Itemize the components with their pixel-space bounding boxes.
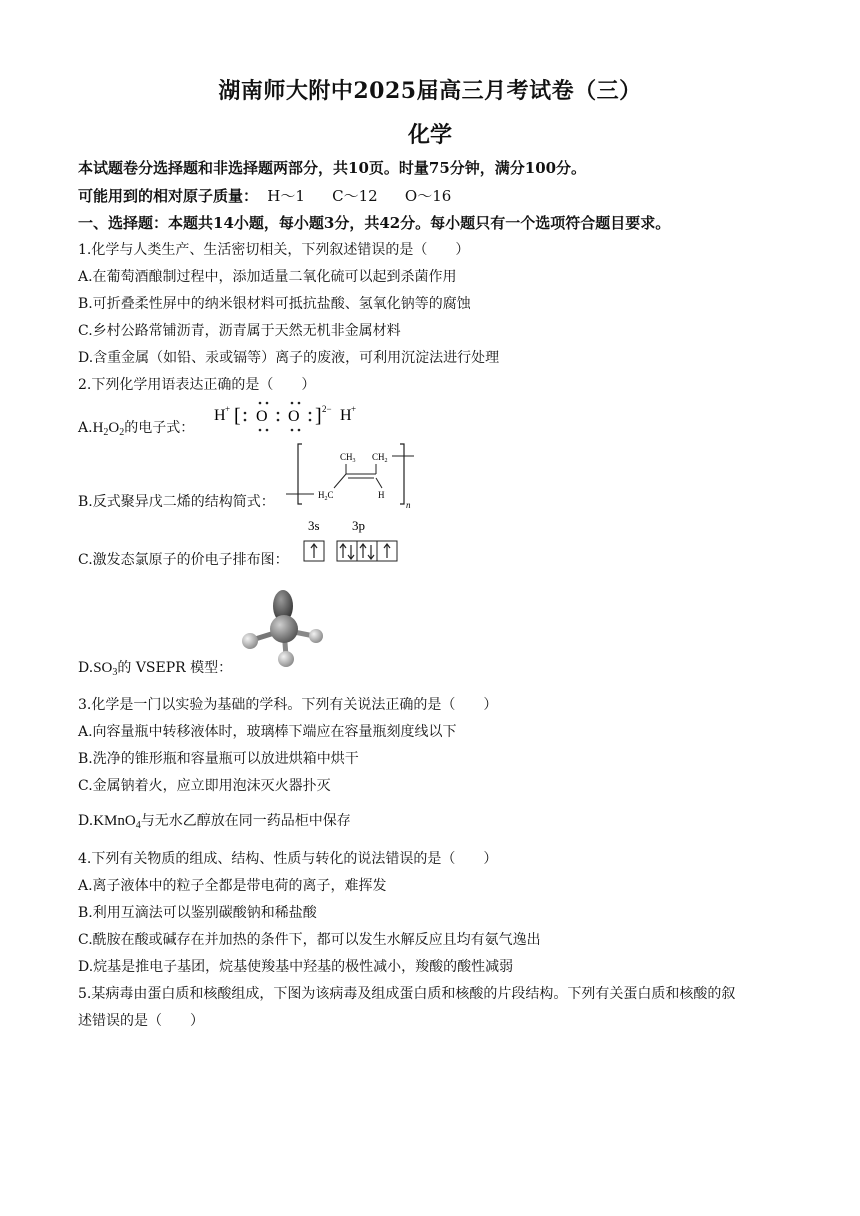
q2-option-a (78, 418, 194, 443)
q2-d-text: 的 VSEPR 模型： (117, 660, 233, 676)
q1-option-c: C.乡村公路常铺沥青，沥青属于天然无机非金属材料 (78, 323, 401, 339)
q2-d-label: D. (78, 660, 94, 676)
kmno4-formula: KMnO$_4$ (93, 813, 141, 831)
q3-stem: 3.化学是一门以实验为基础的学科。下列有关说法正确的是（ ） (78, 697, 498, 713)
so3-vsepr-model (238, 588, 330, 670)
q4-option-a: A.离子液体中的粒子全都是带电荷的离子，难挥发 (78, 878, 387, 894)
q4-option-c: C.酰胺在酸或碱存在并加热的条件下，都可以发生水解反应且均有氨气逸出 (78, 932, 541, 948)
svg-text:+: + (351, 404, 357, 414)
svg-text:]: ] (315, 405, 322, 427)
elec-h1: H (214, 407, 226, 424)
label-3s: 3s (308, 518, 320, 533)
label-3p: 3p (352, 518, 365, 533)
polyisoprene-structure (282, 442, 422, 508)
atomic-mass-o: O～16 (404, 187, 452, 205)
q5-stem-line1: 5.某病毒由蛋白质和核酸组成，下图为该病毒及组成蛋白质和核酸的片段结构。下列有关蛋白质和核酸的叙 (78, 986, 736, 1002)
q3-d-label: D. (78, 813, 94, 829)
q4-option-d: D.烷基是推电子基团，烷基使羧基中羟基的极性减小，羧酸的酸性减弱 (78, 959, 514, 975)
q3-d-text: 与无水乙醇放在同一药品柜中保存 (140, 813, 351, 829)
q1-option-a: A.在葡萄酒酿制过程中，添加适量二氧化硫可以起到杀菌作用 (78, 269, 457, 285)
svg-text:[: [ (234, 405, 241, 427)
q2-option-b: B.反式聚异戊二烯的结构简式： (78, 494, 275, 510)
elec-h2: H (340, 407, 352, 424)
q1-option-d: D.含重金属（如铅、汞或镉等）离子的废液，可利用沉淀法进行处理 (78, 350, 500, 366)
svg-text:+: + (225, 404, 231, 414)
q2-stem: 2.下列化学用语表达正确的是（ ） (78, 377, 316, 393)
q3-option-a: A.向容量瓶中转移液体时，玻璃棒下端应在容量瓶刻度线以下 (78, 724, 457, 740)
section-heading: 一、选择题：本题共14小题，每小题3分，共42分。每小题只有一个选项符合题目要求。 (78, 214, 671, 232)
q1-option-b: B.可折叠柔性屏中的纳米银材料可抵抗盐酸、氢氧化钠等的腐蚀 (78, 296, 471, 312)
q2-a-label: A. (78, 420, 93, 436)
exam-title: 湖南师大附中2025届高三月考试卷（三） (218, 78, 642, 104)
h2o2-formula: $H_2O_2$ (92, 420, 125, 438)
atomic-mass-h: H～1 (267, 187, 305, 205)
elec-o2: O (288, 408, 300, 425)
q1-stem: 1.化学与人类生产、生活密切相关，下列叙述错误的是（ ） (78, 242, 470, 258)
h2o2-electron-formula (212, 398, 382, 436)
so3-formula: $SO_3$ (93, 660, 118, 678)
q5-stem-line2: 述错误的是（ ） (78, 1013, 204, 1029)
subject-title: 化学 (407, 122, 452, 148)
atomic-mass-line (78, 186, 451, 206)
b-h2c: $H_2C$ (318, 490, 334, 502)
q2-a-text: 的电子式： (124, 420, 195, 436)
q3-option-c: C.金属钠着火，应立即用泡沫灭火器扑灭 (78, 778, 331, 794)
q3-option-d (78, 811, 351, 836)
b-h: H (378, 490, 385, 500)
q3-option-b: B.洗净的锥形瓶和容量瓶可以放进烘箱中烘干 (78, 751, 359, 767)
b-ch2: $CH_2$ (372, 452, 388, 464)
elec-o1: O (256, 408, 268, 425)
exam-intro: 本试题卷分选择题和非选择题两部分，共10页。时量75分钟，满分100分。 (78, 159, 587, 177)
atomic-mass-label: 可能用到的相对原子质量： (78, 187, 259, 205)
q2-option-c: C.激发态氯原子的价电子排布图： (78, 552, 289, 568)
q4-option-b: B.利用互滴法可以鉴别碳酸钠和稀盐酸 (78, 905, 317, 921)
q4-stem: 4.下列有关物质的组成、结构、性质与转化的说法错误的是（ ） (78, 851, 498, 867)
atomic-mass-c: C～12 (332, 187, 378, 205)
b-ch3: $CH_3$ (340, 452, 356, 464)
q2-option-d (78, 658, 232, 683)
elec-charge: 2− (322, 404, 332, 414)
orbital-diagram (300, 518, 410, 566)
b-n: n (406, 500, 411, 508)
